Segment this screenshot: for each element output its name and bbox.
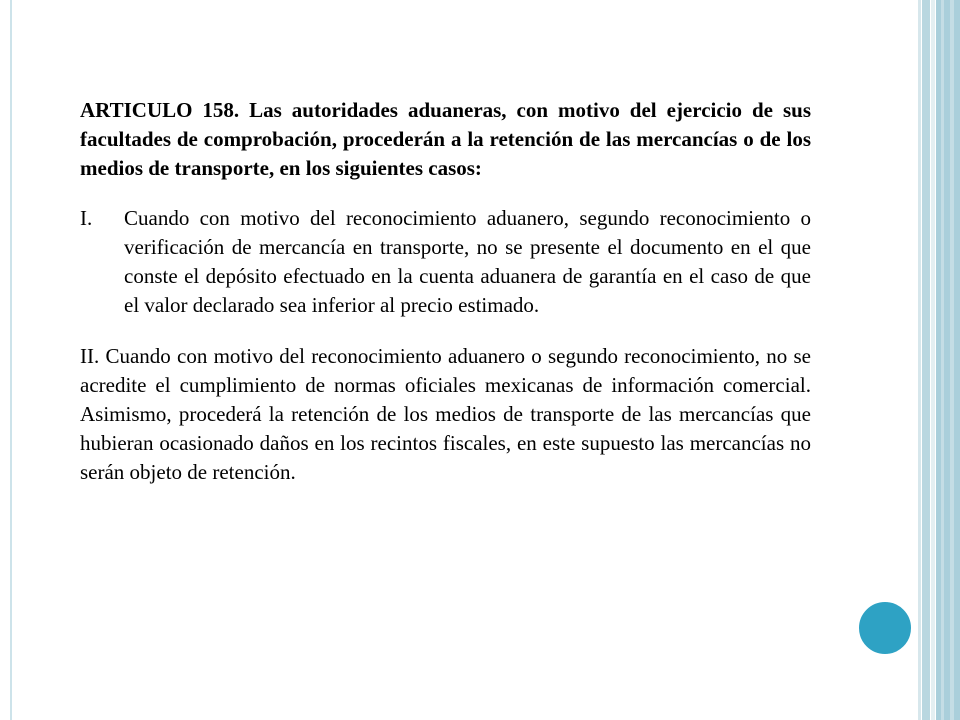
right-decor-stripe	[950, 0, 954, 720]
list-item	[80, 204, 811, 320]
paragraph-ii: II. Cuando con motivo del reconocimiento aduanero o segundo reconocimiento, no se acredite el cumplimiento de normas oficiales mexicanas de información comercial. Asimismo, procederá la retención de los medios de transporte de las mercancías que hubieran ocasionado daños en los recintos fiscales, en este supuesto las mercancías no serán objeto de retención.	[80, 344, 811, 484]
right-decor-stripe	[941, 0, 944, 720]
list-item-number: I.	[80, 206, 93, 230]
list-item-text: Cuando con motivo del reconocimiento aduanero, segundo reconocimiento o verificación de mercancía en transporte, no se presente el documento en el que conste el depósito efectuado en la cuenta aduanera de garantía en el caso de que el valor declarado sea inferior al precio estimado.	[124, 206, 811, 317]
right-decor-stripe	[922, 0, 930, 720]
decorative-circle	[856, 599, 914, 657]
left-frame-line	[10, 0, 12, 720]
slide-body	[80, 96, 811, 487]
right-decor-stripe	[918, 0, 921, 720]
article-heading: ARTICULO 158. Las autoridades aduaneras, con motivo del ejercicio de sus facultades de comprobación, procederán a la retención de las mercancías o de los medios de transporte, en los siguientes casos:	[80, 98, 811, 180]
right-decor-stripe	[931, 0, 935, 720]
right-decor-stripe	[936, 0, 960, 720]
